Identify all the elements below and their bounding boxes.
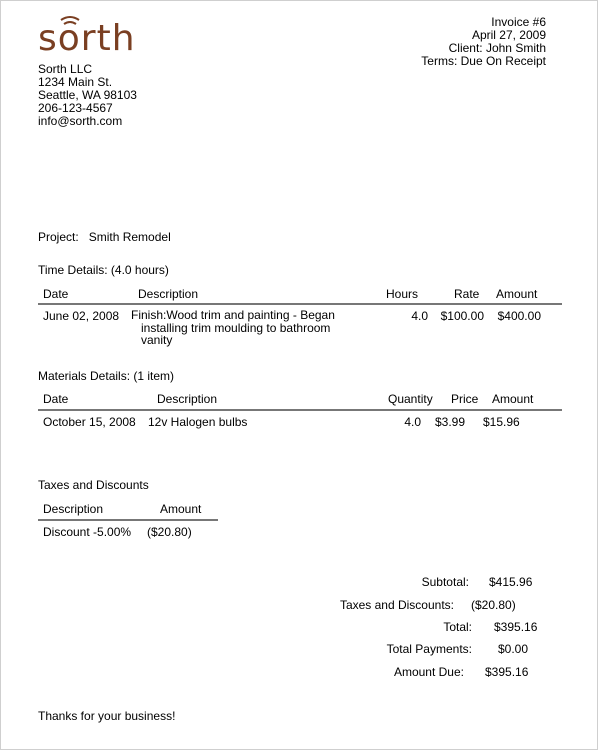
materials-header-description: Description [157, 392, 218, 406]
time-row-amount: $400.00 [497, 309, 541, 323]
materials-row-date: October 15, 2008 [43, 415, 136, 429]
time-row-description-line-2: installing trim moulding to bathroom [141, 320, 331, 335]
materials-row-amount: $15.96 [483, 415, 520, 429]
time-row-date: June 02, 2008 [43, 309, 120, 323]
total-label: Total: [443, 620, 472, 634]
materials-header-quantity: Quantity [388, 392, 433, 406]
total-payments-label: Total Payments: [386, 642, 472, 656]
invoice-client: Client: John Smith [448, 41, 546, 55]
taxes-row-amount: ($20.80) [147, 525, 192, 539]
company-name: Sorth LLC [38, 62, 93, 76]
time-header-amount: Amount [496, 287, 538, 301]
company-street: 1234 Main St. [38, 75, 113, 89]
time-row-description-line-1: Finish:Wood trim and painting - Began [131, 308, 335, 322]
materials-header-price: Price [451, 392, 479, 406]
company-phone: 206-123-4567 [38, 101, 113, 115]
taxes-discounts-title: Taxes and Discounts [38, 478, 149, 492]
time-header-rule [38, 303, 562, 305]
taxes-header-description: Description [43, 502, 104, 516]
time-header-rate: Rate [454, 287, 480, 301]
project-name: Smith Remodel [88, 230, 171, 244]
subtotal-value: $415.96 [489, 575, 533, 589]
materials-header-rule [38, 409, 562, 411]
materials-row-description: 12v Halogen bulbs [148, 415, 248, 429]
time-header-date: Date [43, 287, 69, 301]
amount-due-label: Amount Due: [393, 665, 464, 679]
invoice-info [421, 16, 546, 68]
taxes-header-amount: Amount [160, 502, 202, 516]
time-header-hours: Hours [386, 287, 419, 301]
logo-wordmark: sorth [38, 18, 136, 59]
time-row-rate: $100.00 [440, 309, 484, 323]
project-label: Project: [38, 230, 79, 244]
subtotal-label: Subtotal: [421, 575, 469, 589]
materials-row-price: $3.99 [435, 415, 466, 429]
materials-details-title: Materials Details: (1 item) [38, 369, 175, 383]
time-header-description: Description [138, 287, 199, 301]
total-value: $395.16 [494, 620, 538, 634]
materials-header-date: Date [43, 392, 69, 406]
project-line [38, 230, 171, 244]
company-city: Seattle, WA 98103 [38, 88, 137, 102]
materials-header-amount: Amount [492, 392, 534, 406]
time-details-title: Time Details: (4.0 hours) [38, 263, 169, 277]
total-payments-value: $0.00 [498, 642, 529, 656]
time-row-hours: 4.0 [411, 309, 428, 323]
invoice-date: April 27, 2009 [471, 28, 546, 42]
company-logo [38, 15, 148, 59]
company-email: info@sorth.com [38, 114, 123, 128]
materials-row-quantity: 4.0 [404, 415, 421, 429]
taxes-discounts-label: Taxes and Discounts: [339, 598, 454, 612]
thanks-message: Thanks for your business! [38, 709, 176, 723]
taxes-discounts-value: ($20.80) [471, 598, 516, 612]
company-info [38, 63, 137, 128]
taxes-row-description: Discount -5.00% [43, 525, 132, 539]
invoice-number: Invoice #6 [491, 15, 546, 29]
taxes-header-rule [38, 519, 218, 521]
amount-due-value: $395.16 [485, 665, 529, 679]
time-row-description-line-3: vanity [141, 333, 173, 347]
time-row-description [131, 309, 335, 347]
invoice-terms: Terms: Due On Receipt [421, 54, 546, 68]
